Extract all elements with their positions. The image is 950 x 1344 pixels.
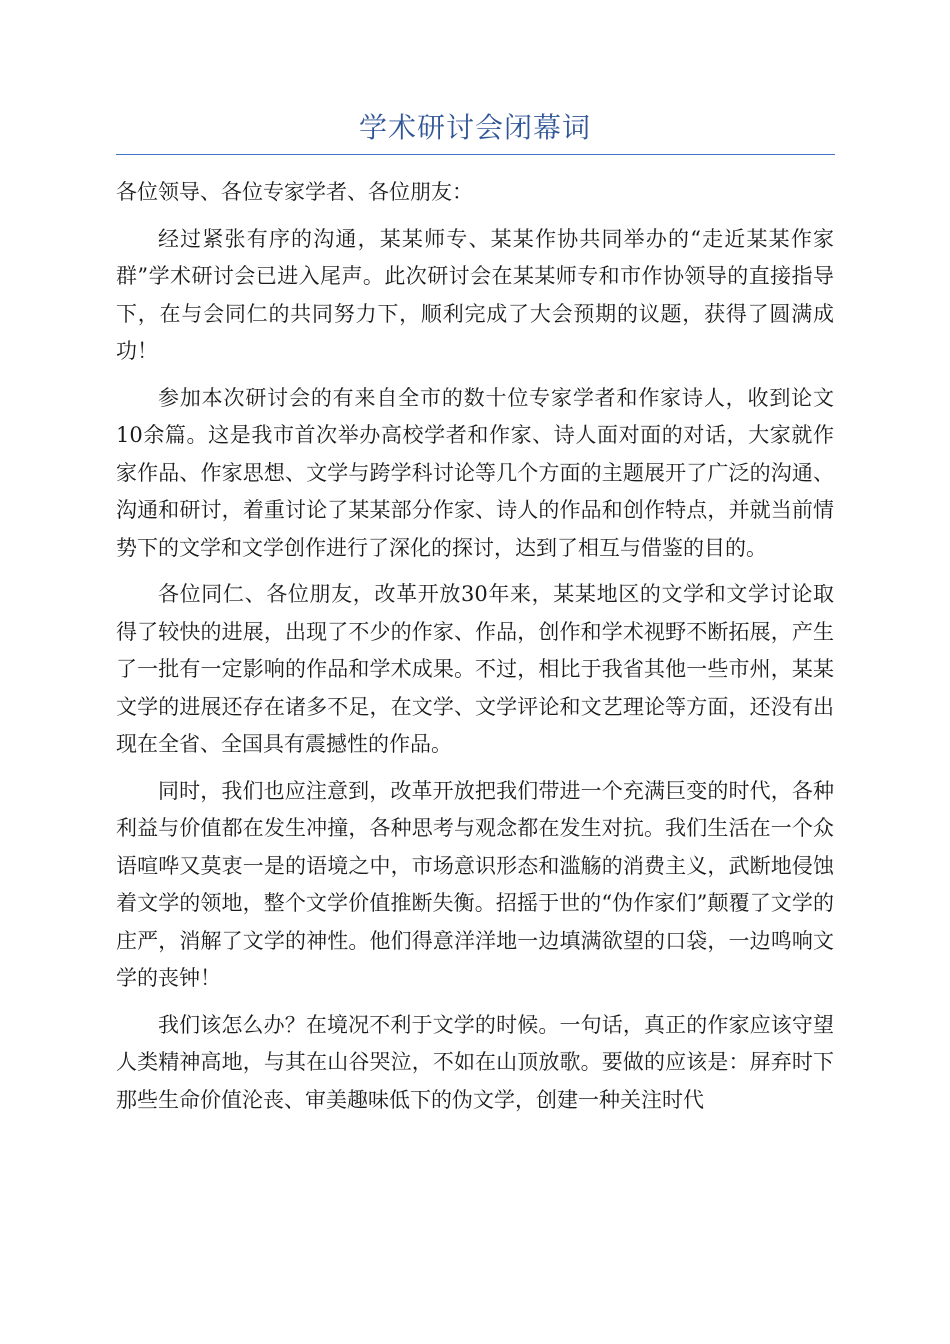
document-body <box>116 174 834 1128</box>
title-underline <box>116 154 835 155</box>
salutation: 各位领导、各位专家学者、各位朋友： <box>116 180 473 204</box>
document-title: 学术研讨会闭幕词 <box>358 111 591 144</box>
paragraph-4: 同时，我们也应注意到，改革开放把我们带进一个充满巨变的时代，各种利益与价值都在发生冲撞，各种思考与观念都在发生对抗。我们生活在一个众语喧哗又莫衷一是的语境之中，市场意识形态和滥觞的消费主义，武断地侵蚀着文学的领地，整个文学价值推断失衡。招摇于世的“伪作家们”颠覆了文学的庄严，消解了文学的神性。他们得意洋洋地一边填满欲望的口袋，一边鸣响文学的丧钟！ <box>116 778 834 990</box>
paragraph-3: 各位同仁、各位朋友，改革开放30年来，某某地区的文学和文学讨论取得了较快的进展，出现了不少的作家、作品，创作和学术视野不断拓展，产生了一批有一定影响的作品和学术成果。不过，相比于我省其他一些市州，某某文学的进展还存在诸多不足，在文学、文学评论和文艺理论等方面，还没有出现在全省、全国具有震撼性的作品。 <box>116 582 834 756</box>
paragraph-1: 经过紧张有序的沟通，某某师专、某某作协共同举办的“走近某某作家群”学术研讨会已进入尾声。此次研讨会在某某师专和市作协领导的直接指导下，在与会同仁的共同努力下，顺利完成了大会预期的议题，获得了圆满成功！ <box>116 226 834 363</box>
paragraph-2: 参加本次研讨会的有来自全市的数十位专家学者和作家诗人，收到论文10余篇。这是我市首次举办高校学者和作家、诗人面对面的对话，大家就作家作品、作家思想、文学与跨学科讨论等几个方面的主题展开了广泛的沟通、沟通和研讨，着重讨论了某某部分作家、诗人的作品和创作特点，并就当前情势下的文学和文学创作进行了深化的探讨，达到了相互与借鉴的目的。 <box>116 385 834 560</box>
paragraph-5: 我们该怎么办？在境况不利于文学的时候。一句话，真正的作家应该守望人类精神高地，与其在山谷哭泣，不如在山顶放歌。要做的应该是：屏弃时下那些生命价值沦丧、审美趣味低下的伪文学，创建一种关注时代 <box>116 1012 834 1112</box>
